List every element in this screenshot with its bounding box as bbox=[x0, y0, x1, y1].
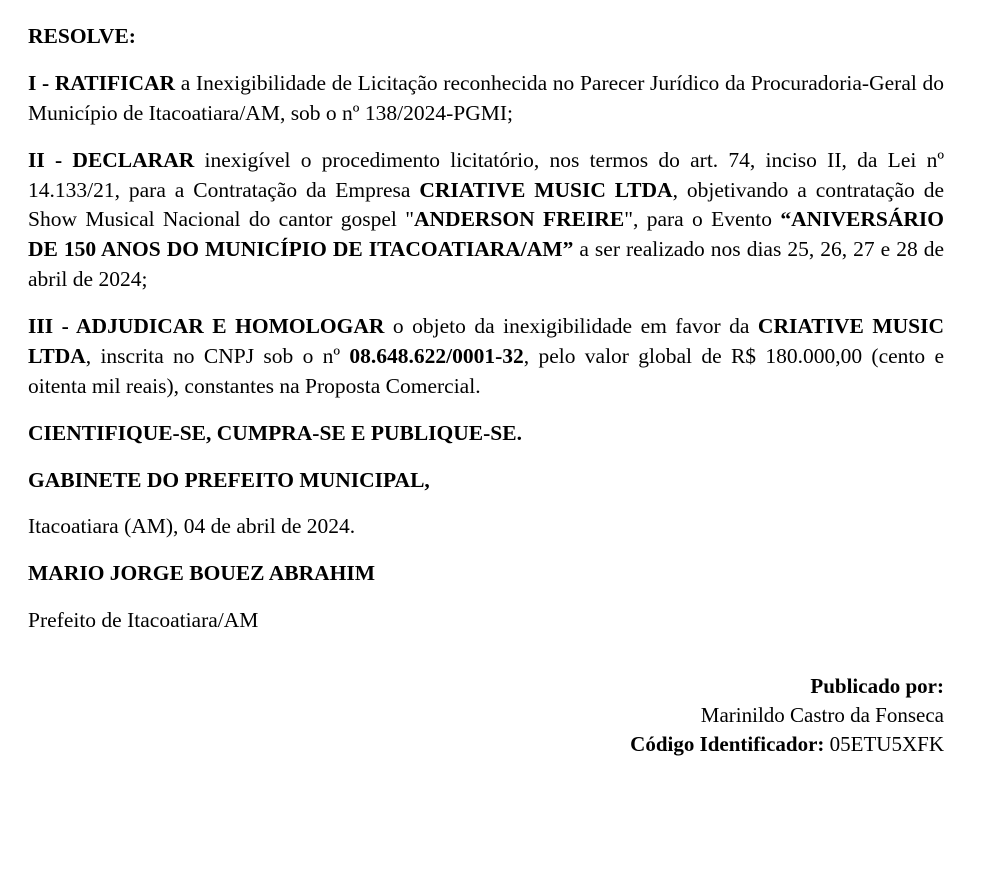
clause-ii-text-4: a ser realizado nos dias 25, 26, 27 e 28 de abril de 2024; bbox=[28, 237, 944, 292]
clause-ii-text-2: , objetivando a contratação de Show Musical Nacional do cantor gospel " bbox=[28, 177, 944, 232]
clause-i-label: I - RATIFICAR bbox=[28, 70, 176, 95]
signatory-title: Prefeito de Itacoatiara/AM bbox=[28, 608, 259, 633]
publication-footer bbox=[28, 672, 944, 759]
clause-i-text: a Inexigibilidade de Licitação reconhecida no Parecer Jurídico da Procuradoria-Geral do Município de Itacoatiara/AM, sob o nº 138/2024-PGMI; bbox=[28, 70, 944, 125]
clause-ii-text-3: ", para o Evento bbox=[624, 207, 781, 232]
clause-ii-artist: ANDERSON FREIRE bbox=[413, 207, 625, 232]
identifier-line bbox=[28, 730, 944, 759]
clause-iii-cnpj: 08.648.622/0001-32 bbox=[349, 343, 524, 368]
cientifique-line: CIENTIFIQUE-SE, CUMPRA-SE E PUBLIQUE-SE. bbox=[28, 420, 522, 445]
clause-ii-company: CRIATIVE MUSIC LTDA bbox=[419, 177, 673, 202]
published-by-label: Publicado por: bbox=[810, 674, 944, 698]
clause-ii-event: “ANIVERSÁRIO DE 150 ANOS DO MUNICÍPIO DE ITACOATIARA/AM” bbox=[28, 207, 945, 262]
identifier-label: Código Identificador: bbox=[630, 731, 825, 756]
clause-ii-label: II - DECLARAR bbox=[28, 147, 195, 172]
clause-iii-text-2: , inscrita no CNPJ sob o nº bbox=[85, 343, 350, 368]
clause-item-ii bbox=[28, 146, 944, 295]
clause-item-iii bbox=[28, 312, 944, 402]
location-date: Itacoatiara (AM), 04 de abril de 2024. bbox=[28, 514, 356, 539]
signatory-name: MARIO JORGE BOUEZ ABRAHIM bbox=[28, 561, 376, 586]
clause-iii-text-3: , pelo valor global de R$ 180.000,00 (cento e oitenta mil reais), constantes na Proposta Comercial. bbox=[28, 343, 944, 398]
gabinete-line: GABINETE DO PREFEITO MUNICIPAL, bbox=[28, 467, 430, 492]
resolve-heading: RESOLVE: bbox=[28, 24, 136, 48]
publisher-name: Marinildo Castro da Fonseca bbox=[700, 702, 944, 727]
clause-iii-label: III - ADJUDICAR E HOMOLOGAR bbox=[28, 314, 385, 338]
clause-iii-company: CRIATIVE MUSIC LTDA bbox=[28, 314, 944, 368]
clause-ii-text-1: inexigível o procedimento licitatório, nos termos do art. 74, inciso II, da Lei nº 14.133/21, para a Contratação da Empresa bbox=[28, 147, 945, 202]
clause-item-i bbox=[28, 69, 944, 129]
identifier-value: 05ETU5XFK bbox=[829, 731, 944, 756]
clause-iii-text-1: o objeto da inexigibilidade em favor da bbox=[384, 314, 758, 338]
